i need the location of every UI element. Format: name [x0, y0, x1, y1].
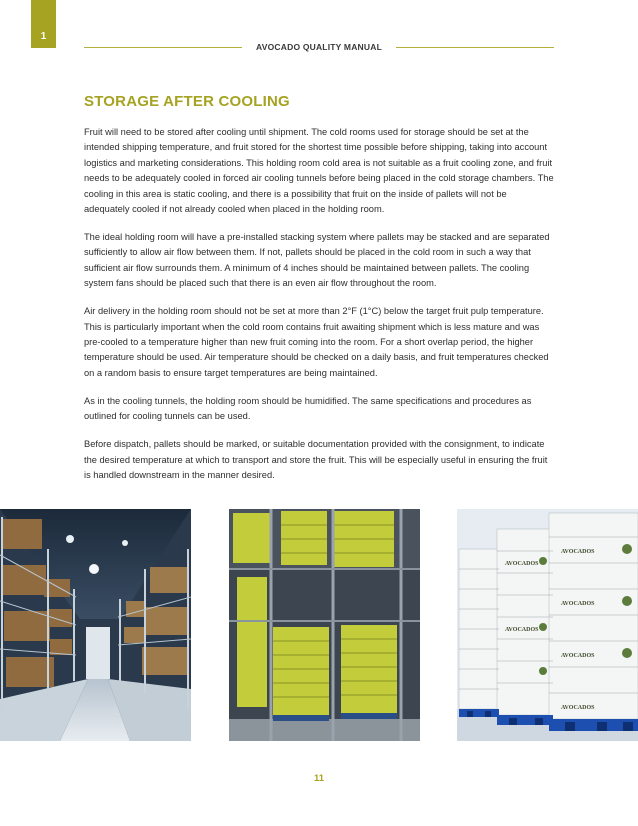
- box-label: AVOCADOS: [561, 705, 595, 711]
- box-label: AVOCADOS: [561, 653, 595, 659]
- section-body: [84, 125, 554, 496]
- paragraph: Air delivery in the holding room should not be set at more than 2°F (1°C) below the target fruit pulp temperature. This is particularly important when the cold room contains fruit awaiting shipment which is less mature and was pre-cooled to a temperature higher than new fruit coming into the room. For a short overlap period, the higher temperature should be used. Air temperature should be checked on a daily basis, and fruit temperatures checked on a random basis to ensure target temperatures are being maintained.: [84, 306, 549, 378]
- pallet-racks-photo: [229, 509, 420, 741]
- paragraph: Fruit will need to be stored after cooling until shipment. The cold rooms used for storage should be set at the intended shipping temperature, and fruit stored for the shortest time possible before shipping, taking into account logistics and marketing considerations. This holding room cold area is not suitable as a fruit cooling zone, and fruit needs to be adequately cooled in forced air cooling tunnels before being placed in the cold storage chambers. The cooling in this area is static cooling, and there is a possibility that fruit on the inside of pallets will not be adequately cooled if not already cooled when placed in the holding room.: [84, 127, 554, 215]
- paragraph: The ideal holding room will have a pre-installed stacking system where pallets may be stacked and are separated sufficiently to allow air flow between them. If not, pallets should be placed in the cold room in such a way that sufficient air flow surrounds them. A minimum of 4 inches should be maintained between pallets. The cooling system fans should be placed such that there is an even air flow throughout the room.: [84, 232, 550, 289]
- paragraph: Before dispatch, pallets should be marked, or suitable documentation provided with the consignment, to indicate the desired temperature at which to transport and store the fruit. This will be especially useful in ensuring the fruit is handled downstream in the manner desired.: [84, 439, 548, 481]
- box-label: AVOCADOS: [561, 601, 595, 607]
- header-title: AVOCADO QUALITY MANUAL: [256, 42, 382, 52]
- page-number: 11: [313, 773, 325, 784]
- chapter-number: 1: [40, 31, 47, 42]
- section-heading: STORAGE AFTER COOLING: [84, 93, 290, 110]
- chapter-tab: [31, 0, 56, 48]
- header-rule-left: [84, 47, 242, 48]
- cold-room-aisle-photo: [0, 509, 191, 741]
- photo-strip: [0, 509, 638, 741]
- box-label: AVOCADOS: [561, 549, 595, 555]
- box-label: AVOCADOS: [505, 561, 539, 567]
- running-header: [84, 40, 554, 54]
- avocado-boxes-photo: [457, 509, 638, 741]
- box-label: AVOCADOS: [505, 627, 539, 633]
- paragraph: As in the cooling tunnels, the holding room should be humidified. The same specifications and procedures as outlined for cooling tunnels can be used.: [84, 395, 532, 422]
- header-rule-right: [396, 47, 554, 48]
